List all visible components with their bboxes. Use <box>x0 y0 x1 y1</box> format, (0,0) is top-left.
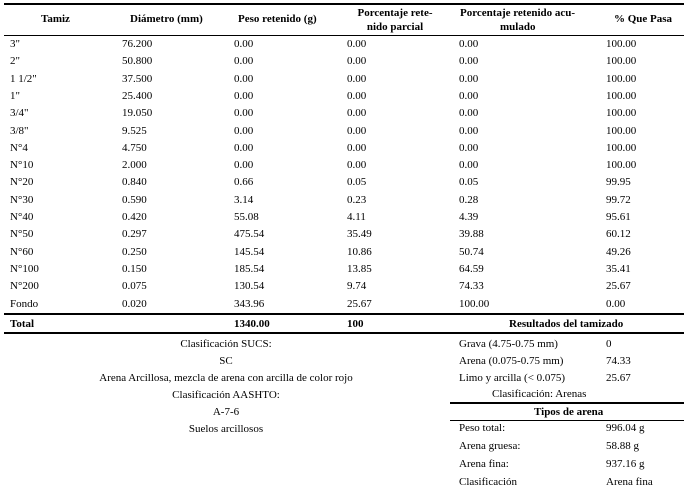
cell-acumulado: 0.00 <box>459 38 479 50</box>
tipo-value: 58.88 g <box>606 440 639 452</box>
cell-parcial: 0.00 <box>347 124 367 137</box>
aashto-label: Clasificación AASHTO: <box>172 389 280 401</box>
cell-parcial: 0.00 <box>347 55 367 68</box>
cell-parcial: 4.11 <box>347 211 366 223</box>
clasificacion-sucs-block <box>4 336 448 438</box>
cell-diametro: 0.590 <box>122 193 147 206</box>
cell-peso: 0.00 <box>234 141 254 154</box>
header-peso: Peso retenido (g) <box>238 13 317 25</box>
cell-diametro: 2.000 <box>122 159 147 172</box>
cell-pasa: 49.26 <box>606 245 631 258</box>
resultado-value: 74.33 <box>606 355 631 367</box>
sucs-value: SC <box>219 355 233 367</box>
cell-diametro: 0.420 <box>122 211 147 223</box>
cell-acumulado: 50.74 <box>459 245 484 258</box>
cell-parcial: 35.49 <box>347 228 372 241</box>
cell-tamiz: 1 1/2" <box>10 72 37 85</box>
cell-acumulado: 0.28 <box>459 193 479 206</box>
cell-tamiz: N°10 <box>10 159 34 172</box>
header-tamiz: Tamiz <box>41 13 70 25</box>
cell-acumulado: 39.88 <box>459 228 484 241</box>
cell-tamiz: N°30 <box>10 193 34 206</box>
cell-pasa: 60.12 <box>606 228 631 241</box>
cell-diametro: 19.050 <box>122 107 153 120</box>
cell-pasa: 95.61 <box>606 211 631 223</box>
cell-diametro: 0.020 <box>122 297 147 310</box>
cell-parcial: 0.00 <box>347 107 367 120</box>
cell-acumulado: 0.00 <box>459 107 479 120</box>
tipo-value: 996.04 g <box>606 422 645 434</box>
cell-pasa: 100.00 <box>606 38 637 50</box>
cell-tamiz: Fondo <box>10 297 39 310</box>
header-diametro: Diámetro (mm) <box>130 13 203 25</box>
cell-pasa: 100.00 <box>606 124 637 137</box>
resultados-title: Resultados del tamizado <box>509 318 624 330</box>
tipo-label: Arena fina: <box>459 458 509 470</box>
cell-acumulado: 0.05 <box>459 176 479 189</box>
header-pasa: % Que Pasa <box>614 13 673 25</box>
cell-diametro: 76.200 <box>122 38 153 50</box>
tipo-label: Peso total: <box>459 422 506 434</box>
cell-diametro: 37.500 <box>122 72 153 85</box>
cell-pasa: 99.72 <box>606 193 631 206</box>
header-rule <box>4 35 684 36</box>
resultado-value: 25.67 <box>606 372 631 384</box>
cell-acumulado: 74.33 <box>459 280 484 293</box>
cell-pasa: 35.41 <box>606 262 631 275</box>
resultado-label: Grava (4.75-0.75 mm) <box>459 338 558 350</box>
cell-diametro: 50.800 <box>122 55 153 68</box>
header-acumulado-line2: mulado <box>500 21 536 33</box>
resultado-label: Arena (0.075-0.75 mm) <box>459 355 564 367</box>
cell-peso: 0.00 <box>234 159 254 172</box>
cell-diametro: 4.750 <box>122 141 147 154</box>
cell-pasa: 100.00 <box>606 89 637 102</box>
cell-parcial: 0.00 <box>347 72 367 85</box>
aashto-value: A-7-6 <box>212 406 240 418</box>
cell-diametro: 0.150 <box>122 262 147 275</box>
cell-peso: 145.54 <box>234 245 265 258</box>
cell-pasa: 99.95 <box>606 176 631 189</box>
total-rule-top <box>4 313 684 315</box>
cell-parcial: 0.00 <box>347 159 367 172</box>
cell-tamiz: 3/8" <box>10 124 29 137</box>
cell-parcial: 0.00 <box>347 141 367 154</box>
cell-peso: 475.54 <box>234 228 265 241</box>
cell-acumulado: 0.00 <box>459 159 479 172</box>
cell-peso: 185.54 <box>234 262 265 275</box>
cell-peso: 0.66 <box>234 176 254 189</box>
cell-tamiz: 3/4" <box>10 107 29 120</box>
cell-diametro: 0.840 <box>122 176 147 189</box>
cell-acumulado: 0.00 <box>459 124 479 137</box>
tipos-rule <box>450 402 684 404</box>
cell-acumulado: 0.00 <box>459 72 479 85</box>
cell-tamiz: N°100 <box>10 262 39 275</box>
cell-parcial: 0.23 <box>347 193 367 206</box>
total-rule-bottom <box>4 332 684 334</box>
tipo-label: Clasificación <box>459 476 518 488</box>
cell-parcial: 25.67 <box>347 297 372 310</box>
cell-pasa: 100.00 <box>606 72 637 85</box>
cell-peso: 0.00 <box>234 72 254 85</box>
resultado-label: Limo y arcilla (< 0.075) <box>459 372 566 384</box>
top-rule <box>4 3 684 5</box>
cell-tamiz: 1" <box>10 89 20 102</box>
cell-acumulado: 0.00 <box>459 55 479 68</box>
total-peso: 1340.00 <box>234 318 270 330</box>
cell-acumulado: 0.00 <box>459 89 479 102</box>
cell-peso: 0.00 <box>234 107 254 120</box>
cell-diametro: 25.400 <box>122 89 153 102</box>
total-label: Total <box>10 318 35 330</box>
cell-pasa: 100.00 <box>606 55 637 68</box>
sucs-label: Clasificación SUCS: <box>180 338 272 350</box>
total-parcial: 100 <box>347 318 364 330</box>
cell-tamiz: N°200 <box>10 280 39 293</box>
cell-diametro: 0.297 <box>122 228 147 241</box>
tipos-title: Tipos de arena <box>534 406 604 418</box>
cell-acumulado: 64.59 <box>459 262 484 275</box>
cell-parcial: 9.74 <box>347 280 367 293</box>
cell-diametro: 0.250 <box>122 245 147 258</box>
cell-peso: 55.08 <box>234 211 259 223</box>
cell-diametro: 9.525 <box>122 124 147 137</box>
sucs-description: Arena Arcillosa, mezcla de arena con arcilla de color rojo <box>99 372 353 384</box>
tipo-label: Arena gruesa: <box>459 440 521 452</box>
cell-peso: 0.00 <box>234 55 254 68</box>
cell-tamiz: 2" <box>10 55 20 68</box>
cell-tamiz: N°20 <box>10 176 34 189</box>
cell-pasa: 100.00 <box>606 141 637 154</box>
cell-peso: 343.96 <box>234 297 265 310</box>
cell-parcial: 13.85 <box>347 262 372 275</box>
cell-tamiz: N°60 <box>10 245 34 258</box>
cell-peso: 0.00 <box>234 89 254 102</box>
header-acumulado-line1: Porcentaje retenido acu- <box>460 7 576 19</box>
cell-tamiz: N°40 <box>10 211 34 223</box>
resultado-value: 0 <box>606 338 612 350</box>
cell-pasa: 100.00 <box>606 159 637 172</box>
header-parcial-line1: Porcentaje rete- <box>357 7 433 19</box>
tipo-value: Arena fina <box>606 476 653 488</box>
cell-pasa: 0.00 <box>606 297 626 310</box>
cell-peso: 3.14 <box>234 193 254 206</box>
cell-tamiz: N°4 <box>10 141 28 154</box>
cell-acumulado: 100.00 <box>459 297 490 310</box>
cell-tamiz: 3" <box>10 38 20 50</box>
cell-peso: 130.54 <box>234 280 265 293</box>
cell-pasa: 25.67 <box>606 280 631 293</box>
clasificacion-arenas: Clasificación: Arenas <box>492 388 587 400</box>
aashto-description: Suelos arcillosos <box>188 423 264 435</box>
cell-parcial: 0.00 <box>347 38 367 50</box>
cell-peso: 0.00 <box>234 38 254 50</box>
cell-peso: 0.00 <box>234 124 254 137</box>
cell-acumulado: 0.00 <box>459 141 479 154</box>
cell-pasa: 100.00 <box>606 107 637 120</box>
cell-acumulado: 4.39 <box>459 211 479 223</box>
tipo-value: 937.16 g <box>606 458 645 470</box>
cell-parcial: 10.86 <box>347 245 372 258</box>
header-acumulado <box>460 6 600 34</box>
cell-diametro: 0.075 <box>122 280 147 293</box>
cell-parcial: 0.05 <box>347 176 367 189</box>
header-parcial-line2: nido parcial <box>366 21 424 33</box>
header-parcial <box>350 6 440 34</box>
cell-parcial: 0.00 <box>347 89 367 102</box>
cell-tamiz: N°50 <box>10 228 34 241</box>
